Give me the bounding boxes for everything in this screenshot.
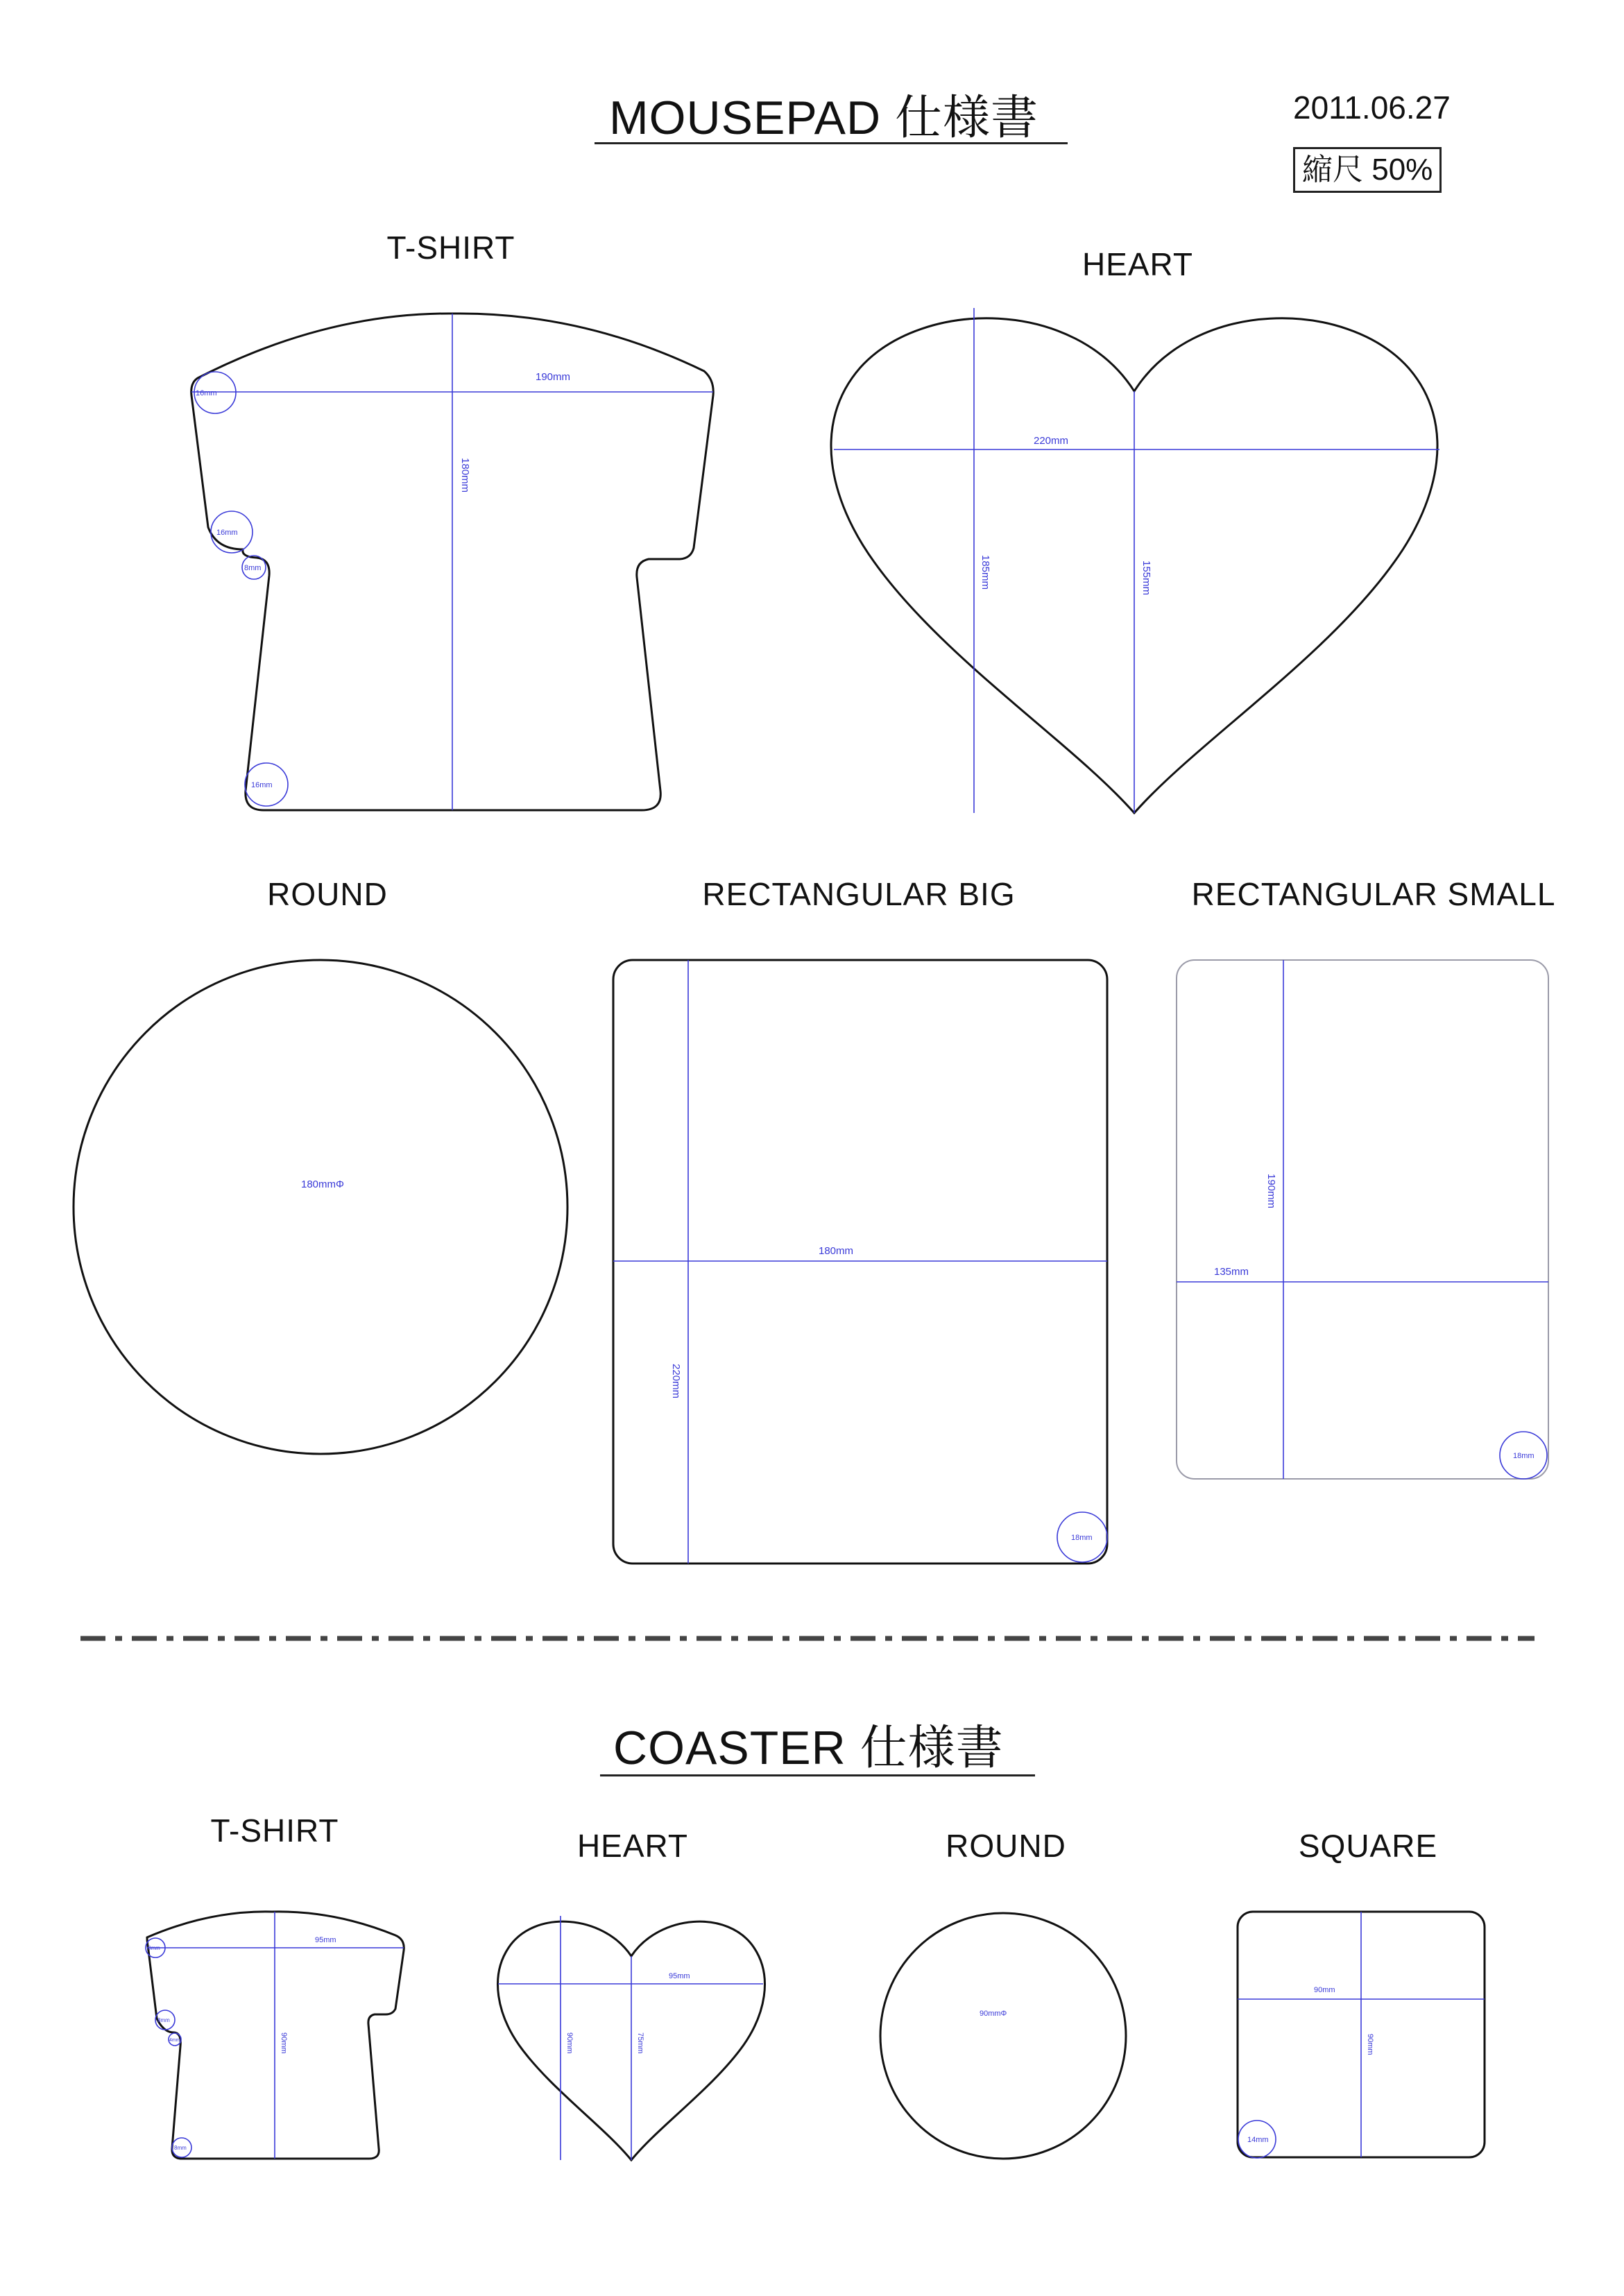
mousepad-rect-small-corner-text: 18mm (1513, 1452, 1535, 1460)
coaster-square-label: SQUARE (1298, 1828, 1438, 1864)
mousepad-heart-center-height-text: 155mm (1140, 560, 1152, 596)
mousepad-tshirt-shape (191, 314, 714, 810)
mousepad-rect-big-height-text: 220mm (670, 1364, 682, 1399)
mousepad-rect-big-width-text: 180mm (819, 1245, 854, 1257)
mousepad-round-diameter-text: 180mmΦ (301, 1179, 344, 1190)
mousepad-rect-big-corner-text: 18mm (1071, 1534, 1093, 1542)
coaster-round-label: ROUND (946, 1828, 1066, 1864)
mousepad-heart-label: HEART (1082, 246, 1194, 282)
mousepad-rect-small-label: RECTANGULAR SMALL (1191, 876, 1556, 912)
coaster-heart-label: HEART (576, 1828, 689, 1864)
mousepad-round-shape (74, 960, 567, 1454)
coaster-tshirt-width-text: 95mm (315, 1936, 336, 1944)
mousepad-tshirt-r3-text: 8mm (244, 564, 262, 572)
coaster-heart-center-height-text: 75mm (636, 2032, 644, 2054)
coaster-heart-shape (498, 1916, 765, 2160)
mousepad-heart-shape (831, 308, 1439, 813)
date-label: 2011.06.27 (1293, 89, 1451, 126)
coaster-tshirt-shape (146, 1912, 404, 2159)
mousepad-heart-width-text: 220mm (1034, 435, 1069, 447)
coaster-tshirt-height-text: 90mm (280, 2032, 288, 2054)
coaster-title: COASTER 仕様書 (613, 1722, 1004, 1774)
mousepad-rect-small-width-text: 135mm (1214, 1266, 1249, 1278)
coaster-tshirt-r4-text: 8mm (174, 2145, 187, 2151)
coaster-square-corner-text: 14mm (1247, 2136, 1269, 2144)
coaster-heart-width-text: 95mm (669, 1972, 690, 1980)
mousepad-rect-big-label: RECTANGULAR BIG (702, 876, 1016, 912)
coaster-round-diameter-text: 90mmΦ (980, 2010, 1007, 2018)
coaster-heart-left-height-text: 90mm (565, 2032, 574, 2054)
coaster-square-height-text: 90mm (1366, 2034, 1374, 2055)
coaster-round-shape (880, 1913, 1126, 2159)
coaster-square-width-text: 90mm (1314, 1986, 1335, 1994)
mousepad-rect-big-shape (613, 960, 1107, 1563)
mousepad-rect-small-height-text: 190mm (1265, 1174, 1277, 1209)
coaster-tshirt-r3-text: 4mm (169, 2038, 180, 2043)
mousepad-tshirt-r2-text: 16mm (216, 529, 238, 537)
coaster-square-shape (1238, 1912, 1485, 2158)
mousepad-title: MOUSEPAD 仕様書 (609, 92, 1039, 144)
mousepad-heart-left-height-text: 185mm (980, 555, 991, 590)
mousepad-round-label: ROUND (267, 876, 388, 912)
mousepad-rect-small-shape (1177, 960, 1548, 1479)
mousepad-tshirt-r4-text: 16mm (251, 781, 273, 789)
scale-box: 縮尺 50% (1293, 147, 1442, 193)
mousepad-tshirt-height-text: 180mm (459, 458, 471, 493)
coaster-tshirt-r1-text: 8mm (148, 1945, 160, 1951)
coaster-tshirt-label: T-SHIRT (210, 1813, 339, 1849)
mousepad-tshirt-label: T-SHIRT (386, 230, 515, 266)
mousepad-tshirt-width-text: 190mm (536, 371, 571, 383)
coaster-tshirt-r2-text: 8mm (157, 2017, 170, 2023)
mousepad-tshirt-r1-text: 16mm (196, 389, 217, 397)
